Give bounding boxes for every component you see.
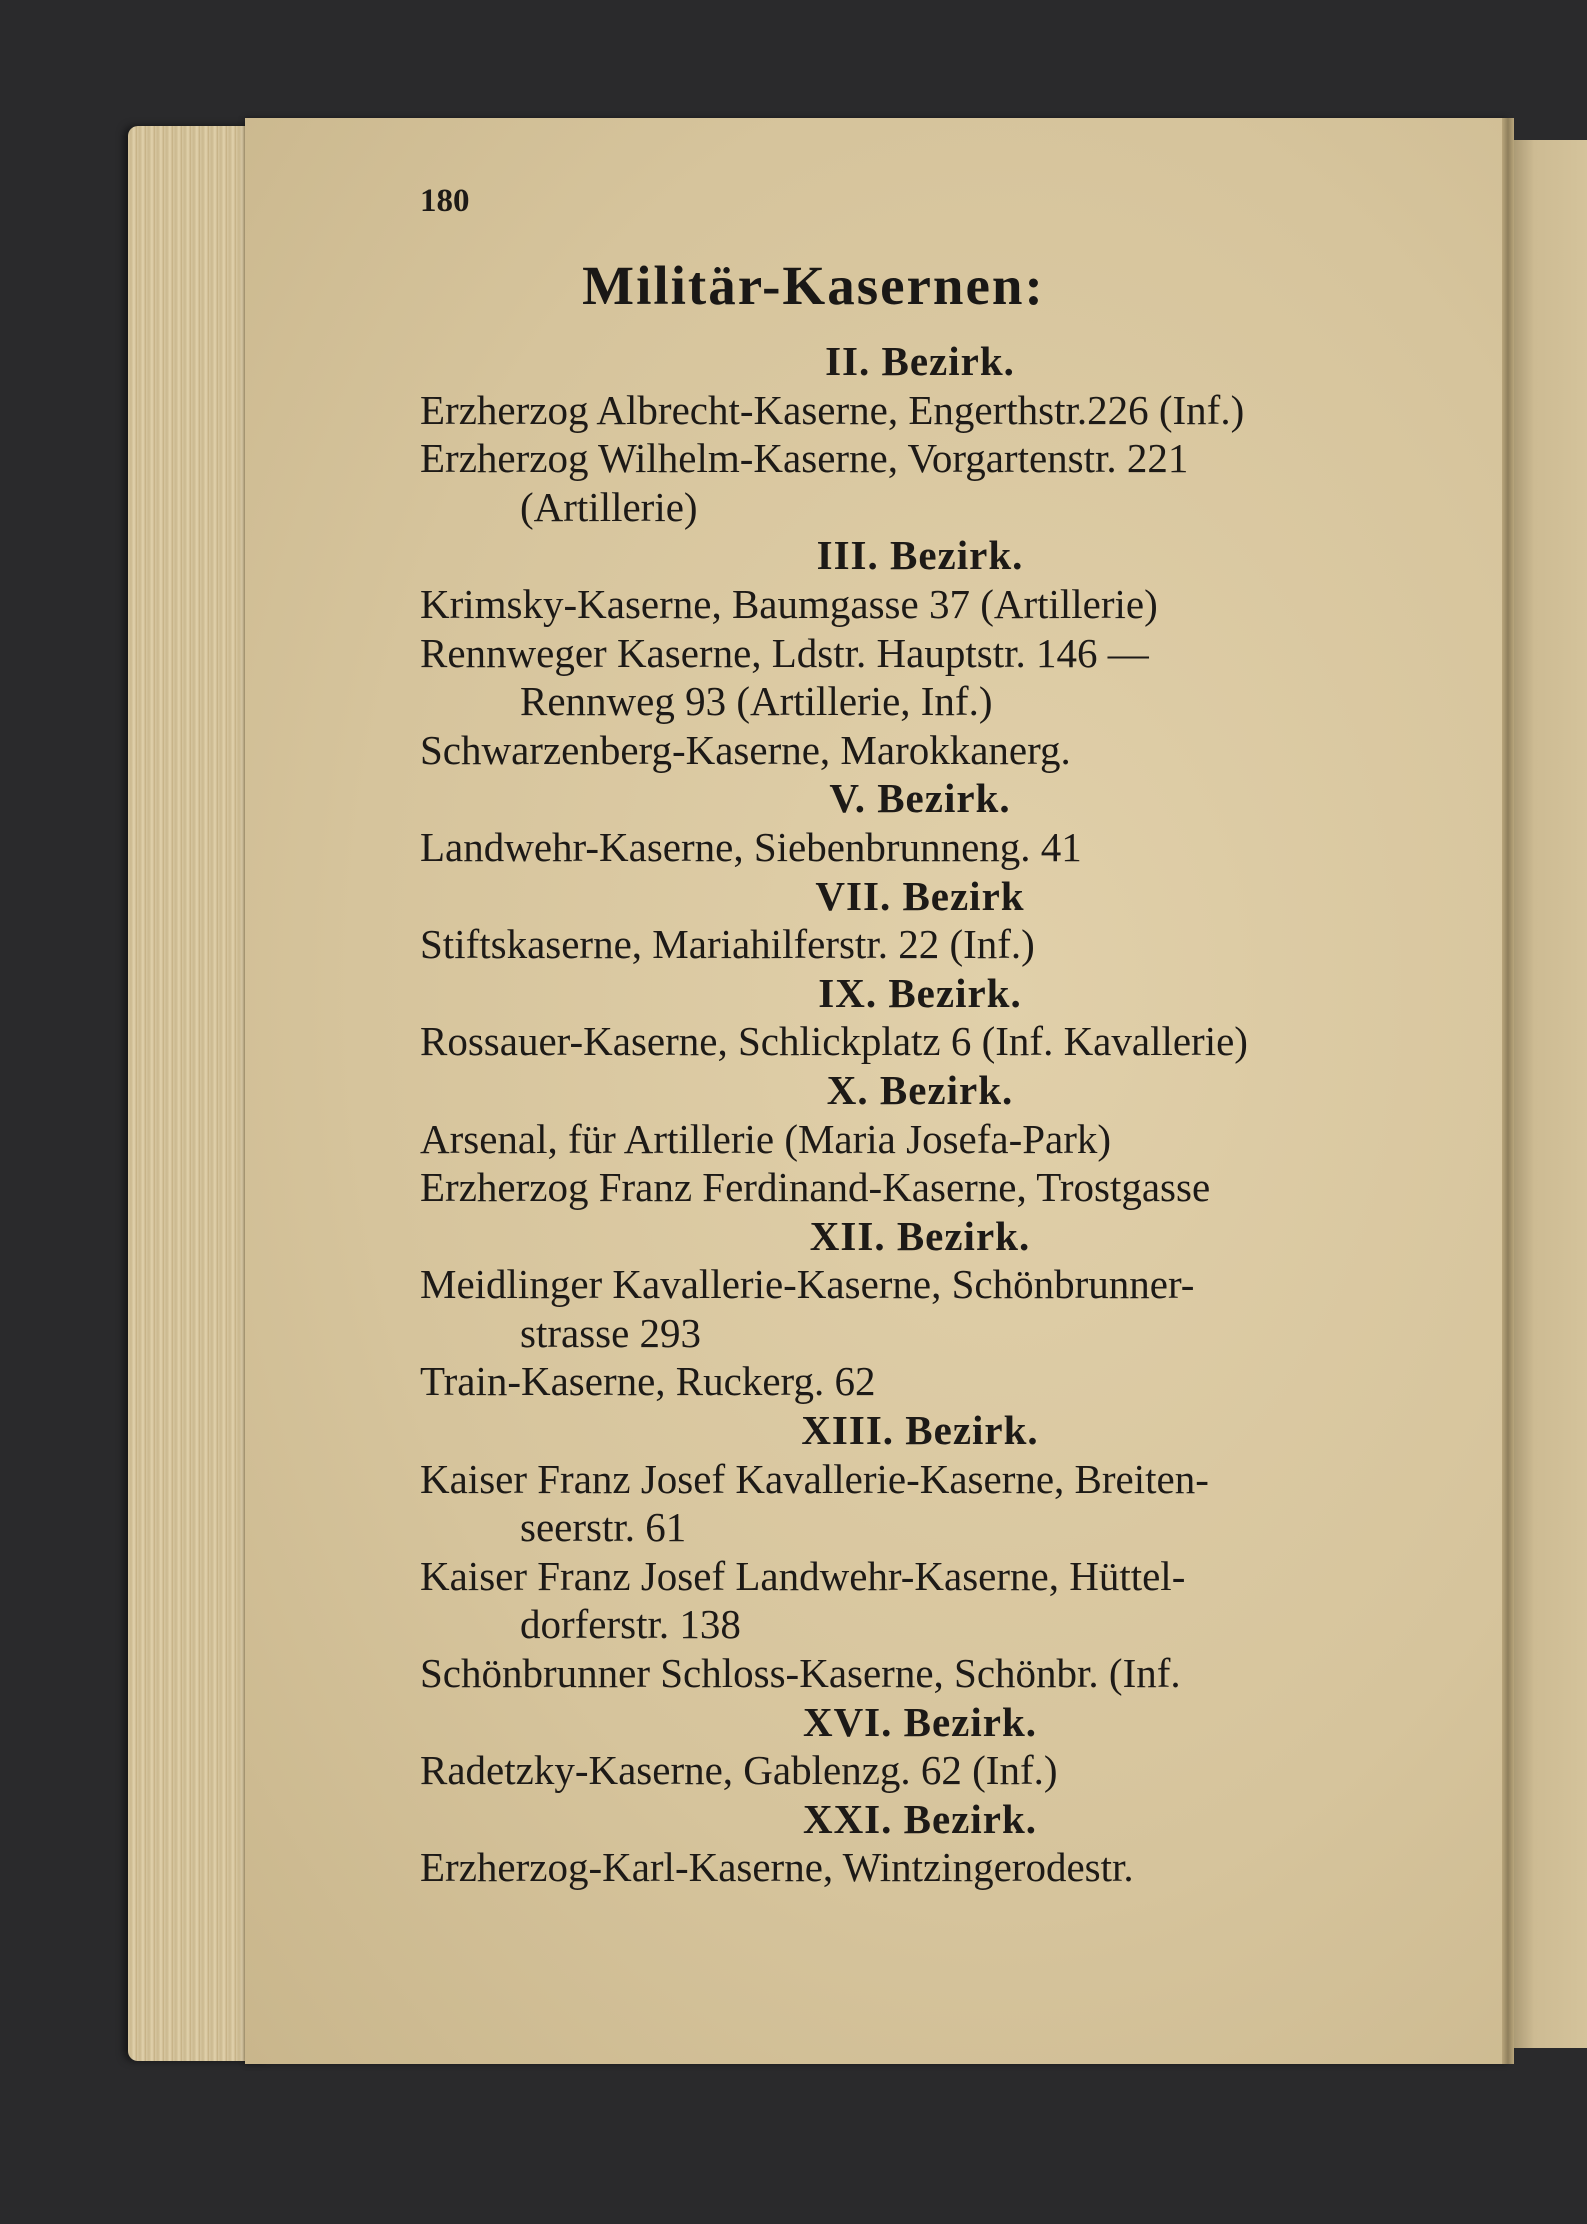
district-heading: V. Bezirk.	[829, 775, 1011, 822]
barracks-entry: Erzherzog Albrecht-Kaserne, Engerthstr.226 (Inf.)	[420, 386, 1245, 433]
barracks-entry: Rossauer-Kaserne, Schlickplatz 6 (Inf. Kavallerie)	[420, 1018, 1248, 1065]
barracks-entry: Radetzky-Kaserne, Gablenzg. 62 (Inf.)	[420, 1747, 1058, 1794]
barracks-entry: Erzherzog Wilhelm-Kaserne, Vorgartenstr. 221	[420, 435, 1189, 482]
barracks-entry: Train-Kaserne, Ruckerg. 62	[420, 1358, 876, 1405]
page-number: 180	[420, 183, 470, 219]
entry-continuation: dorferstr. 138	[520, 1601, 741, 1648]
district-heading: XIII. Bezirk.	[801, 1407, 1039, 1454]
entry-continuation: Rennweg 93 (Artillerie, Inf.)	[520, 678, 993, 725]
barracks-entry: Stiftskaserne, Mariahilferstr. 22 (Inf.)	[420, 921, 1035, 968]
district-heading: X. Bezirk.	[826, 1066, 1014, 1113]
barracks-entry: Kaiser Franz Josef Kavallerie-Kaserne, Breiten-	[420, 1455, 1209, 1502]
page-title: Militär-Kasernen:	[582, 255, 1045, 316]
barracks-list	[420, 337, 1420, 1892]
entry-continuation: (Artillerie)	[520, 483, 698, 530]
district-heading: XII. Bezirk.	[809, 1212, 1031, 1259]
district-heading: III. Bezirk.	[816, 532, 1024, 579]
facing-page	[1512, 140, 1587, 2048]
book-gutter	[1502, 118, 1514, 2064]
district-heading: XXI. Bezirk.	[802, 1795, 1038, 1842]
barracks-entry: Kaiser Franz Josef Landwehr-Kaserne, Hüttel-	[420, 1552, 1186, 1599]
district-heading: VII. Bezirk	[815, 872, 1025, 919]
barracks-entry: Rennweger Kaserne, Ldstr. Hauptstr. 146 —	[420, 629, 1149, 676]
district-heading: IX. Bezirk.	[818, 969, 1022, 1016]
barracks-entry: Schönbrunner Schloss-Kaserne, Schönbr. (Inf.	[420, 1650, 1181, 1697]
district-heading: XVI. Bezirk.	[802, 1698, 1038, 1745]
barracks-entry: Krimsky-Kaserne, Baumgasse 37 (Artillerie)	[420, 580, 1158, 627]
barracks-entry: Schwarzenberg-Kaserne, Marokkanerg.	[420, 726, 1071, 773]
entry-continuation: seerstr. 61	[520, 1504, 687, 1551]
barracks-entry: Erzherzog Franz Ferdinand-Kaserne, Trostgasse	[420, 1164, 1211, 1211]
entry-continuation: strasse 293	[520, 1309, 702, 1356]
barracks-entry: Arsenal, für Artillerie (Maria Josefa-Park)	[420, 1115, 1112, 1162]
barracks-entry: Meidlinger Kavallerie-Kaserne, Schönbrunner-	[420, 1261, 1195, 1308]
barracks-entry: Landwehr-Kaserne, Siebenbrunneng. 41	[420, 823, 1082, 870]
district-heading: II. Bezirk.	[825, 338, 1015, 384]
barracks-entry: Erzherzog-Karl-Kaserne, Wintzingerodestr.	[420, 1844, 1134, 1891]
